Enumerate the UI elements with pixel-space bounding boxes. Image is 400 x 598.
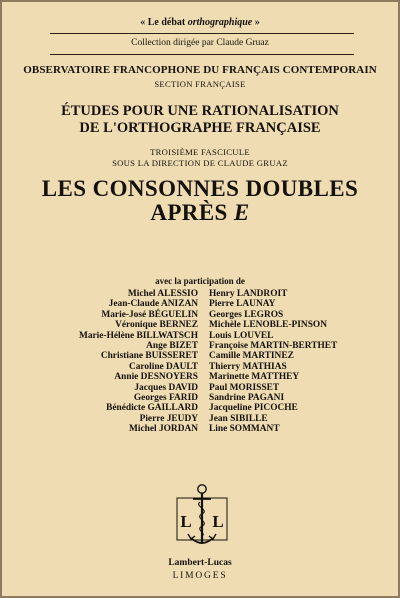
contributor-name: Marie-Hélène BILLWATSCH [78, 330, 198, 341]
book-title-prefix: APRÈS [150, 200, 234, 225]
series-open: « Le débat [140, 17, 188, 28]
contributor-name: Pierre JEUDY [139, 413, 198, 424]
participation-label: avec la participation de [155, 276, 245, 286]
contributor-name: Jean-Claude ANIZAN [108, 299, 198, 310]
contributor-name: Paul MORISSET [209, 382, 280, 393]
section-name: SECTION FRANÇAISE [154, 79, 246, 89]
series-italic: orthographique [187, 17, 253, 28]
contributor-name: Ange BIZET [146, 341, 198, 352]
collection-editor: Collection dirigée par Claude Gruaz [131, 38, 269, 48]
contributor-name: Jacques DAVID [134, 382, 198, 393]
contributor-name: Bénédicte GAILLARD [106, 403, 198, 414]
contributor-name: Michel JORDAN [129, 424, 198, 435]
study-series-line-2: DE L'ORTHOGRAPHE FRANÇAISE [79, 120, 321, 136]
contributors-left-column [79, 289, 198, 435]
fascicule-info [2, 147, 398, 169]
divider-collection [50, 54, 354, 55]
fascicule-line-2: SOUS LA DIRECTION DE CLAUDE GRUAZ [112, 158, 288, 168]
contributors-right-column [209, 289, 337, 435]
book-title [2, 177, 398, 225]
contributor-name: Pierre LAUNAY [209, 299, 276, 310]
study-series-title [2, 103, 398, 137]
study-series-line-1: ÉTUDES POUR UNE RATIONALISATION [61, 103, 339, 119]
contributor-name: Georges FARID [133, 393, 198, 404]
contributor-name: Françoise MARTIN-BERTHET [209, 341, 338, 352]
series-close: » [252, 17, 260, 28]
contributor-name: Henry LANDROIT [209, 289, 288, 299]
fascicule-line-1: TROISIÈME FASCICULE [150, 147, 250, 157]
book-title-italic-e: E [233, 200, 250, 225]
contributor-name: Camille MARTINEZ [209, 351, 294, 362]
contributor-name: Jacqueline PICOCHE [209, 403, 298, 414]
contributor-name: Sandrine PAGANI [209, 393, 285, 404]
publisher-name: Lambert-Lucas [168, 558, 232, 568]
book-title-line-1: LES CONSONNES DOUBLES [41, 176, 359, 201]
contributor-name: Line SOMMANT [209, 424, 280, 435]
contributor-name: Caroline DAULT [128, 361, 198, 372]
contributor-name: Marie-José BÉGUELIN [101, 309, 198, 320]
anchor-logo-icon [167, 482, 237, 548]
contributor-name: Véronique BERNEZ [115, 320, 198, 331]
contributor-name: Louis LOUVEL [209, 330, 274, 341]
contributor-name: Marinette MATTHEY [209, 372, 300, 383]
publisher-logo [167, 482, 237, 548]
contributor-name: Christiane BUISSERET [100, 351, 198, 362]
contributor-name: Michèle LENOBLE-PINSON [209, 320, 327, 331]
observatoire-name: OBSERVATOIRE FRANCOPHONE DU FRANÇAIS CONTEMPORAIN [23, 64, 377, 76]
divider-top [50, 33, 354, 34]
logo-letter-left: L [180, 512, 192, 531]
contributor-name: Annie DESNOYERS [114, 372, 198, 383]
contributor-name: Michel ALESSIO [127, 289, 198, 299]
publisher-city: LIMOGES [172, 571, 228, 581]
logo-letter-right: L [212, 512, 224, 531]
book-title-line-2 [2, 201, 398, 225]
series-name [2, 17, 398, 28]
contributor-name: Jean SIBILLE [209, 413, 268, 424]
contributor-name: Georges LEGROS [209, 309, 284, 320]
contributor-name: Thierry MATHIAS [209, 361, 287, 372]
